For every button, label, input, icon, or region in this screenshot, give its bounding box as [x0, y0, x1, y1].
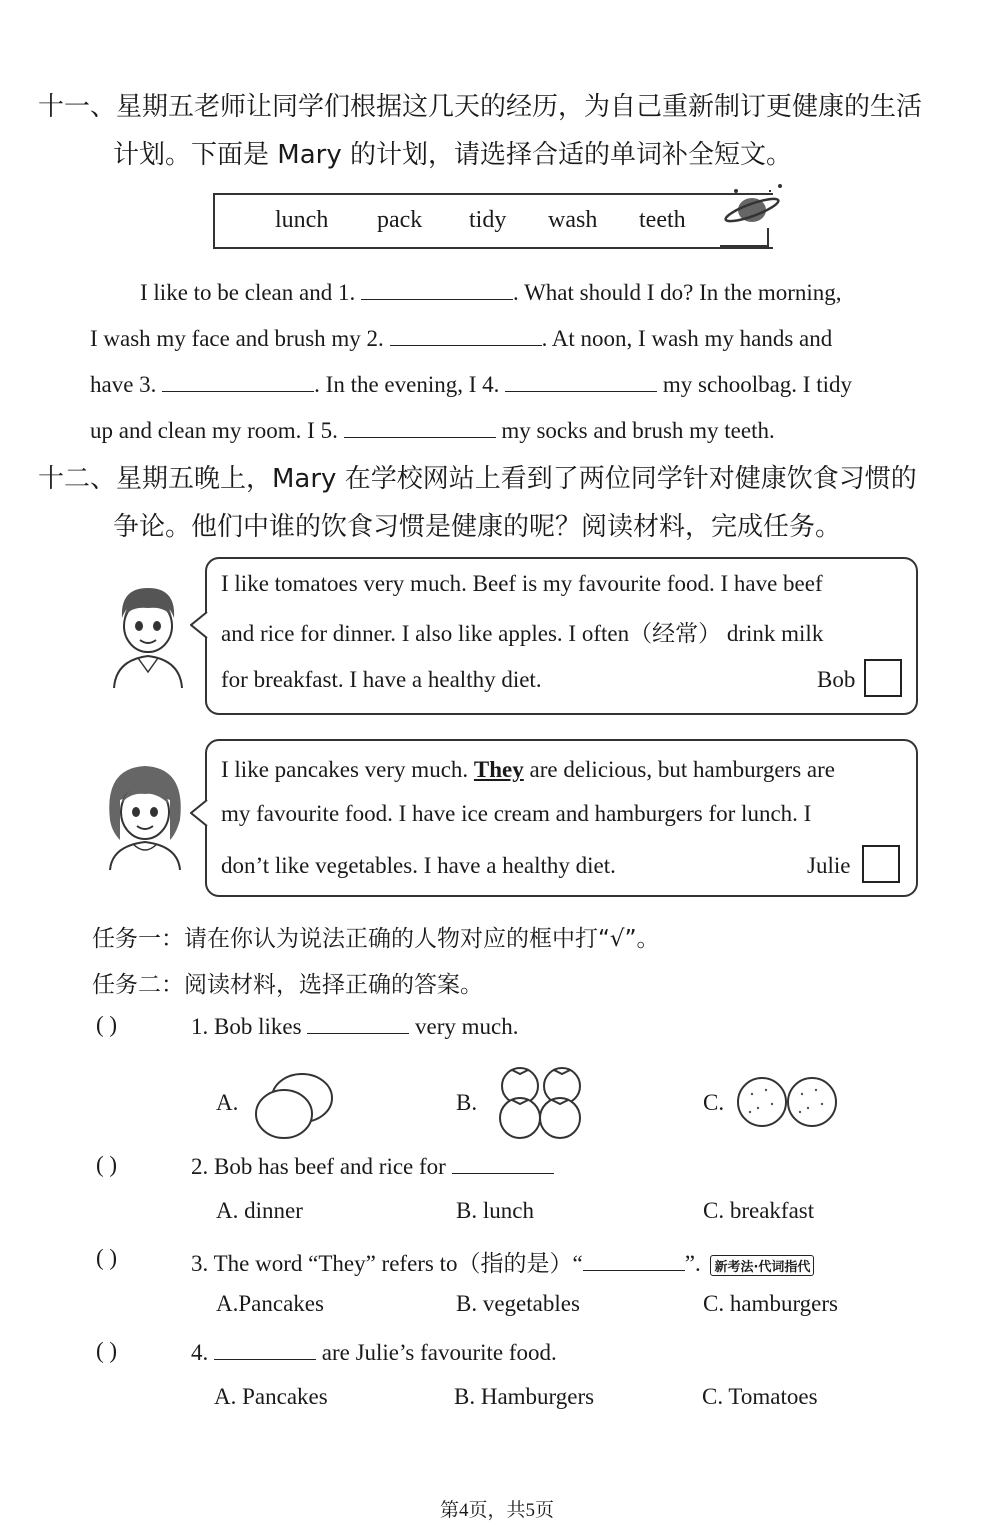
bob-checkbox[interactable]	[864, 659, 902, 697]
question-1-blank	[307, 1012, 409, 1034]
answer-paren-3[interactable]: ( )	[96, 1245, 118, 1270]
q1-option-c-label[interactable]: C.	[703, 1090, 725, 1115]
section-11-heading-line2: 计划。下面是 Mary 的计划，请选择合适的单词补全短文。	[113, 140, 792, 170]
section-12-heading-line1: 十二、星期五晚上，Mary 在学校网站上看到了两位同学针对健康饮食习惯的	[38, 464, 917, 494]
word-they: They	[473, 757, 524, 782]
question-3: 3. The word “They” refers to（指的是）“ ”. 新考法·代词指代	[191, 1245, 814, 1278]
word-bank-item: pack	[377, 207, 423, 233]
bob-avatar	[108, 582, 188, 690]
answer-blank-1[interactable]	[361, 278, 513, 300]
passage-line-3: have 3. . In the evening, I 4. my schoolbag. I tidy	[90, 372, 852, 397]
question-4-blank	[214, 1338, 316, 1360]
answer-paren-1[interactable]: ( )	[96, 1012, 118, 1037]
q2-option-a[interactable]: A. dinner	[216, 1198, 303, 1223]
section-11-heading-line1: 十一、星期五老师让同学们根据这几天的经历，为自己重新制订更健康的生活	[38, 92, 923, 122]
word-bank	[213, 193, 773, 249]
q4-option-a[interactable]: A. Pancakes	[214, 1384, 328, 1409]
julie-text-line1: I like pancakes very much. They are delicious, but hamburgers are	[221, 757, 835, 782]
q2-option-b[interactable]: B. lunch	[456, 1198, 534, 1223]
passage-line-1: I like to be clean and 1. . What should I do? In the morning,	[140, 280, 842, 305]
question-4: 4. are Julie’s favourite food.	[191, 1340, 557, 1365]
answer-paren-4[interactable]: ( )	[96, 1338, 118, 1363]
task-1: 任务一：请在你认为说法正确的人物对应的框中打“√”。	[92, 926, 660, 952]
q2-option-c[interactable]: C. breakfast	[703, 1198, 815, 1223]
answer-blank-3[interactable]	[162, 370, 314, 392]
word-bank-item: teeth	[639, 207, 686, 233]
answer-blank-2[interactable]	[390, 324, 542, 346]
q1-option-a-label[interactable]: A.	[216, 1090, 239, 1115]
q3-option-a[interactable]: A.Pancakes	[216, 1291, 324, 1316]
passage-line-2: I wash my face and brush my 2. . At noon, I wash my hands and	[90, 326, 833, 351]
bob-text-line1: I like tomatoes very much. Beef is my favourite food. I have beef	[221, 571, 823, 596]
section-12-heading-line2: 争论。他们中谁的饮食习惯是健康的呢？阅读材料，完成任务。	[113, 512, 842, 542]
q4-option-c[interactable]: C. Tomatoes	[702, 1384, 818, 1409]
bob-name: Bob	[817, 667, 856, 692]
q4-option-b[interactable]: B. Hamburgers	[454, 1384, 595, 1409]
question-3-blank	[583, 1249, 685, 1271]
word-bank-item: tidy	[469, 207, 507, 233]
page-footer: 第4页，共5页	[439, 1500, 554, 1521]
question-1: 1. Bob likes very much.	[191, 1014, 519, 1039]
julie-text-line3: don’t like vegetables. I have a healthy diet.	[221, 853, 616, 878]
q3-option-b[interactable]: B. vegetables	[456, 1291, 580, 1316]
new-exam-tag: 新考法·代词指代	[710, 1255, 814, 1276]
julie-bubble-tail	[190, 800, 208, 826]
julie-checkbox[interactable]	[862, 845, 900, 883]
word-bank-item: lunch	[275, 207, 329, 233]
answer-paren-2[interactable]: ( )	[96, 1152, 118, 1177]
bob-speech-bubble	[205, 557, 918, 715]
answer-blank-5[interactable]	[344, 416, 496, 438]
question-2-blank	[452, 1152, 554, 1174]
oranges-icon	[736, 1074, 840, 1130]
bob-text-line2: and rice for dinner. I also like apples. I often（经常） drink milk	[221, 621, 824, 646]
passage-line-4: up and clean my room. I 5. my socks and brush my teeth.	[90, 418, 775, 443]
planet-icon	[720, 180, 790, 255]
q1-option-b-label[interactable]: B.	[456, 1090, 478, 1115]
question-2: 2. Bob has beef and rice for	[191, 1152, 554, 1180]
julie-speech-bubble	[205, 739, 918, 897]
julie-avatar	[100, 760, 190, 872]
answer-blank-4[interactable]	[505, 370, 657, 392]
eggs-icon	[252, 1068, 338, 1142]
tomatoes-icon	[494, 1062, 590, 1142]
task-2: 任务二：阅读材料，选择正确的答案。	[92, 972, 483, 998]
julie-text-line2: my favourite food. I have ice cream and hamburgers for lunch. I	[221, 801, 812, 826]
word-bank-item: wash	[548, 207, 598, 233]
bob-bubble-tail	[190, 612, 208, 638]
q3-option-c[interactable]: C. hamburgers	[703, 1291, 839, 1316]
bob-text-line3: for breakfast. I have a healthy diet.	[221, 667, 542, 692]
julie-name: Julie	[807, 853, 851, 878]
